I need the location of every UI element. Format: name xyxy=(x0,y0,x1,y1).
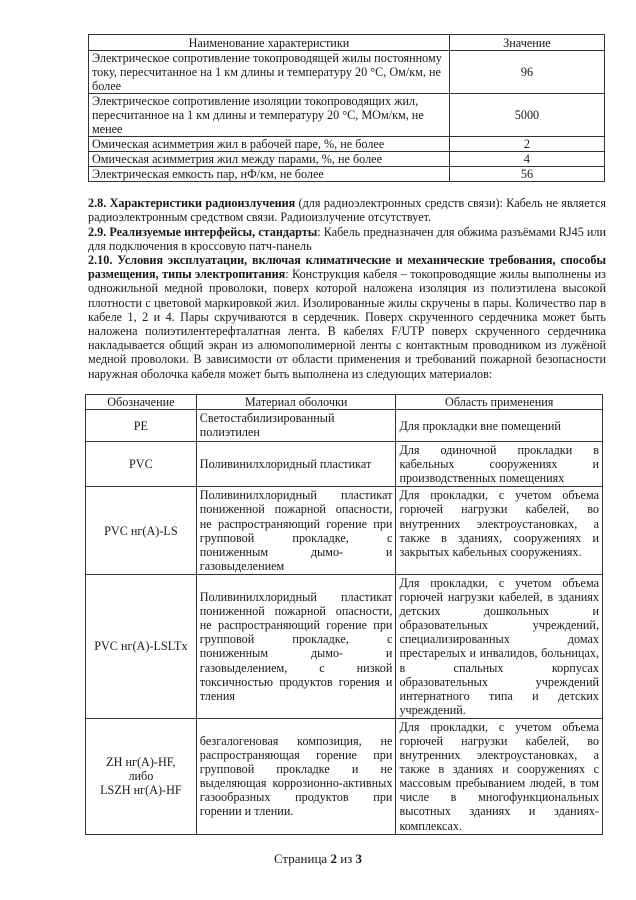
section-body: (для радиоэлектронных средств связи): Кабель не является радиоэлектронным средством связи. Радиоизлучение отсутствует. xyxy=(88,196,607,225)
characteristic-value: 96 xyxy=(449,51,604,94)
material-description: Поливинилхлоридный пластикат пониженной пожарной опасности, не распространяющий горение при групповой прокладке, с пониженным дымо- и газовыделением xyxy=(196,487,396,575)
characteristic-name: Электрическое сопротивление токопроводящей жилы постоянному току, пересчитанное на 1 км длины и температуру 20 °С, Ом/км, не более xyxy=(89,51,450,94)
table-row xyxy=(86,718,603,834)
section-body: : Кабель предназначен для обжима разъёмами RJ45 или для подключения в кроссовую патч-панель xyxy=(88,225,606,254)
page-footer xyxy=(0,851,636,867)
section-2-10 xyxy=(88,253,606,381)
table-row xyxy=(89,51,605,94)
page-label: Страница xyxy=(273,851,331,866)
sheath-materials-table xyxy=(85,394,603,835)
column-header-area: Область применения xyxy=(396,395,603,410)
application-area: Для прокладки вне помещений xyxy=(396,410,603,442)
characteristic-value: 56 xyxy=(449,167,604,182)
application-area: Для прокладки, с учетом объема горючей нагрузки кабелей, во внутренних электроустановках, а также в зданиях и сооружениях с массовым пребыванием людей, в том числе в многофункциональных высотных зданиях и зданиях-комплексах. xyxy=(396,718,603,834)
characteristic-value: 5000 xyxy=(449,94,604,137)
material-description: безгалогеновая композиция, не распространяющая горение при групповой прокладке и не выделяющая коррозионно-активных газообразных продуктов при горении и тлении. xyxy=(196,718,396,834)
page-of-label: из xyxy=(336,851,356,866)
section-2-8 xyxy=(88,196,606,224)
section-heading: 2.8. Характеристики радиоизлучения xyxy=(88,196,296,210)
material-code-line: либо xyxy=(128,769,154,784)
material-description: Поливинилхлоридный пластикат xyxy=(196,442,396,487)
table-row xyxy=(86,574,603,718)
material-description: Светостабилизированный полиэтилен xyxy=(196,410,396,442)
application-area: Для одиночной прокладки в кабельных сооружениях и производственных помещениях xyxy=(396,442,603,487)
characteristics-table xyxy=(88,34,605,182)
section-heading: 2.10. Условия эксплуатации, включая климатические и механические требования, способы размещения, типы электропитания xyxy=(88,253,606,282)
application-area: Для прокладки, с учетом объема горючей нагрузки кабелей, в зданиях детских дошкольных и образовательных учреждений, специализированных домах престарелых и инвалидов, больницах, в спальных корпусах образовательных учреждений интернатного типа и детских учреждений. xyxy=(396,574,603,718)
table-row xyxy=(89,167,605,182)
column-header-code: Обозначение xyxy=(86,395,197,410)
characteristic-name: Омическая асимметрия жил в рабочей паре, %, не более xyxy=(89,137,450,152)
material-code: PVC нг(A)-LS xyxy=(86,487,197,575)
table-row xyxy=(89,152,605,167)
material-code: PVC xyxy=(86,442,197,487)
material-code-line: LSZH нг(A)-HF xyxy=(100,783,182,798)
material-code-line: ZH нг(A)-HF, xyxy=(106,755,176,770)
material-code xyxy=(86,718,197,834)
page-total: 3 xyxy=(355,851,363,866)
characteristic-name: Омическая асимметрия жил между парами, %, не более xyxy=(89,152,450,167)
application-area: Для прокладки, с учетом объема горючей нагрузки кабелей, во внутренних электроустановках, а также в зданиях, сооружениях и закрытых кабельных сооружениях. xyxy=(396,487,603,575)
table-row xyxy=(89,137,605,152)
table-row xyxy=(86,410,603,442)
table-header-row xyxy=(89,35,605,51)
table-header-row xyxy=(86,395,603,410)
table-row xyxy=(89,94,605,137)
characteristic-name: Электрическое сопротивление изоляции токопроводящих жил, пересчитанное на 1 км длины и температуру 20 °С, МОм/км, не менее xyxy=(89,94,450,137)
table-row xyxy=(86,442,603,487)
table-row xyxy=(86,487,603,575)
section-body: : Конструкция кабеля – токопроводящие жилы выполнены из одножильной медной проволоки, поверх которой наложена изоляция из полиэтилена высокой плотности с цветовой маркировкой жил. Изолированные жилы скручены в пары. Количество пар в кабеле 1, 2 и 4. Пары скручиваются в сердечник. Поверх скрученного сердечника может быть наложена полиэтилентерефталатная лента. В кабелях F/UTP поверх скрученного сердечника накладывается общий экран из алюмополимерной ленты с контактным проводником из лужёной медной проволоки. В зависимости от области применения и требований пожарной безопасности наружная оболочка кабеля может быть выполнена из следующих материалов: xyxy=(88,267,606,381)
column-header-material: Материал оболочки xyxy=(196,395,396,410)
material-description: Поливинилхлоридный пластикат пониженной пожарной опасности, не распространяющий горение при групповой прокладке, с пониженным дымо- и газовыделением, с низкой токсичностью продуктов горения и тления xyxy=(196,574,396,718)
section-2-9 xyxy=(88,225,606,253)
column-header-name: Наименование характеристики xyxy=(89,35,450,51)
column-header-value: Значение xyxy=(449,35,604,51)
section-heading: 2.9. Реализуемые интерфейсы, стандарты xyxy=(88,225,318,239)
material-code: PVC нг(A)-LSLTx xyxy=(86,574,197,718)
characteristic-name: Электрическая емкость пар, нФ/км, не более xyxy=(89,167,450,182)
page-number: 2 xyxy=(330,851,337,866)
characteristic-value: 2 xyxy=(449,137,604,152)
characteristic-value: 4 xyxy=(449,152,604,167)
material-code: PE xyxy=(86,410,197,442)
